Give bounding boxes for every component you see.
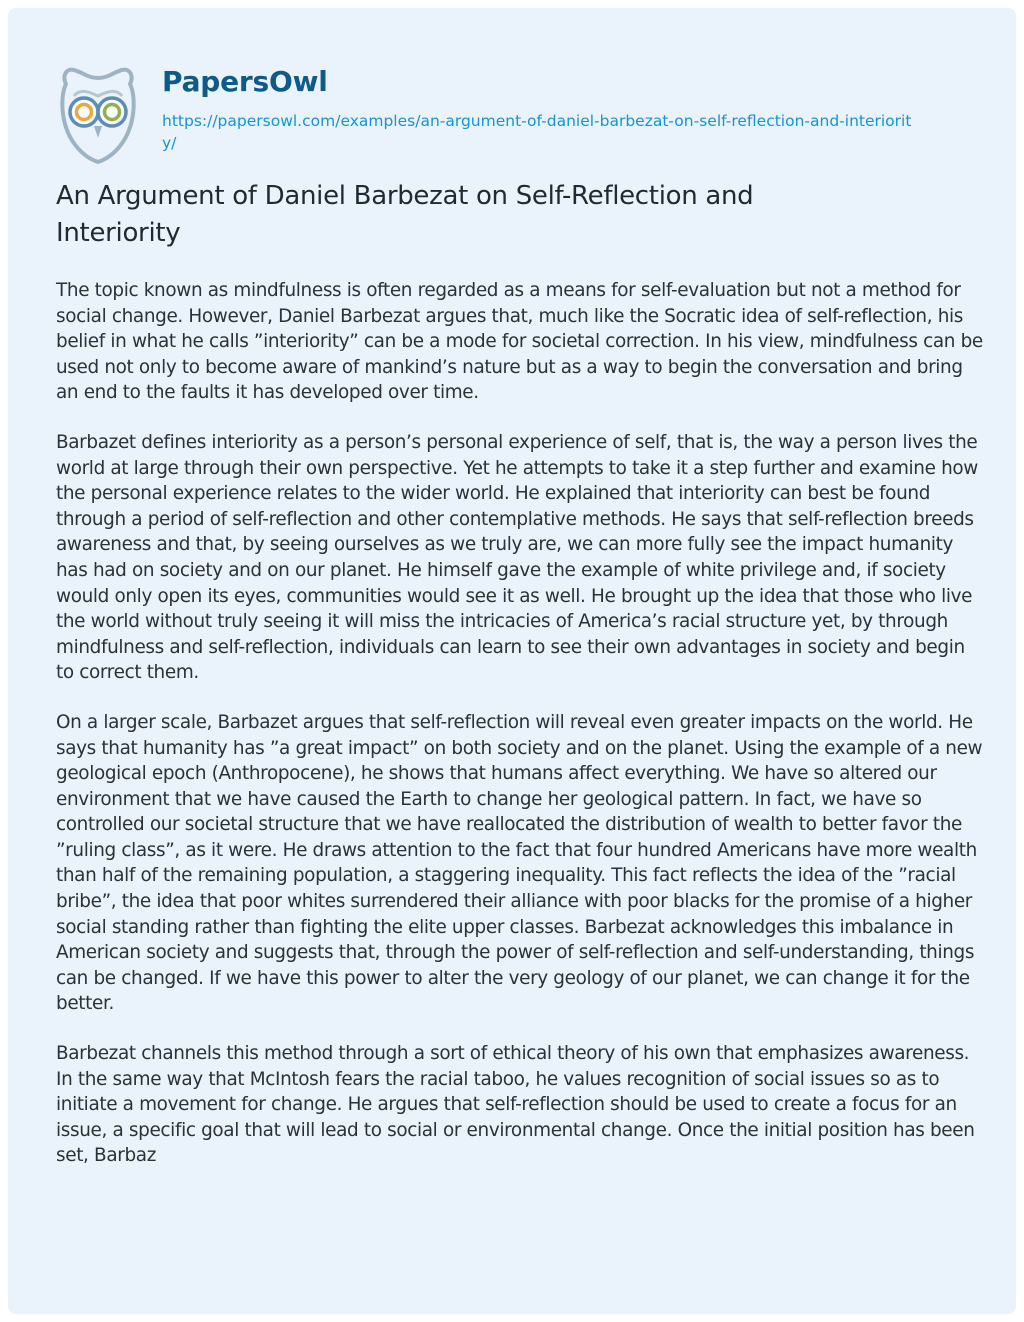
owl-logo-icon[interactable] <box>58 66 138 166</box>
paragraph-3: On a larger scale, Barbazet argues that self-reflection will reveal even greater impacts on the world. He says that humanity has ”a great impact” on both society and on the planet. Using the example of a new geological epoch (Anthropocene), he shows that humans affect everything. We have so altered our environment that we have caused the Earth to change her geological pattern. In fact, we have so controlled our societal structure that we have reallocated the distribution of wealth to better favor the ”ruling class”, as it were. He draws attention to the fact that four hundred Americans have more wealth than half of the remaining population, a staggering inequality. This fact reflects the idea of the ”racial bribe”, the idea that poor whites surrendered their alliance with poor blacks for the promise of a higher social standing rather than fighting the elite upper classes. Barbezat acknowledges this imbalance in American society and suggests that, through the power of self-reflection and self-understanding, things can be changed. If we have this power to alter the very geology of our planet, we can change it for the better. <box>56 711 983 1015</box>
source-url-link[interactable]: https://papersowl.com/examples/an-argument-of-daniel-barbezat-on-self-reflection-and-interiority/ <box>162 112 912 152</box>
essay-body <box>56 278 984 1193</box>
page-title: An Argument of Daniel Barbezat on Self-Reflection and Interiority <box>56 181 754 248</box>
paragraph-4: Barbezat channels this method through a sort of ethical theory of his own that emphasizes awareness. In the same way that McIntosh fears the racial taboo, he values recognition of social issues so as to initiate a movement for change. He argues that self-reflection should be used to create a focus for an issue, a specific goal that will lead to social or environmental change. Once the initial position has been set, Barbaz <box>56 1043 975 1167</box>
paragraph-2: Barbazet defines interiority as a person’s personal experience of self, that is, the way a person lives the world at large through their own perspective. Yet he attempts to take it a step further and examine how the personal experience relates to the wider world. He explained that interiority can best be found through a period of self-reflection and other contemplative methods. He says that self-reflection breeds awareness and that, by seeing ourselves as we truly are, we can more fully see the impact humanity has had on society and on our planet. He himself gave the example of white privilege and, if society would only open its eyes, communities would see it as well. He brought up the idea that those who live the world without truly seeing it will miss the intricacies of America’s racial structure yet, by through mindfulness and self-reflection, individuals can learn to see their own advantages in society and begin to correct them. <box>56 431 978 684</box>
document-card <box>8 8 1016 1314</box>
brand-name[interactable]: PapersOwl <box>162 65 328 98</box>
paragraph-1: The topic known as mindfulness is often regarded as a means for self-evaluation but not a method for social change. However, Daniel Barbezat argues that, much like the Socratic idea of self-reflection, his belief in what he calls ”interiority” can be a mode for societal correction. In his view, mindfulness can be used not only to become aware of mankind’s nature but as a way to begin the conversation and bring an end to the faults it has developed over time. <box>56 280 983 404</box>
